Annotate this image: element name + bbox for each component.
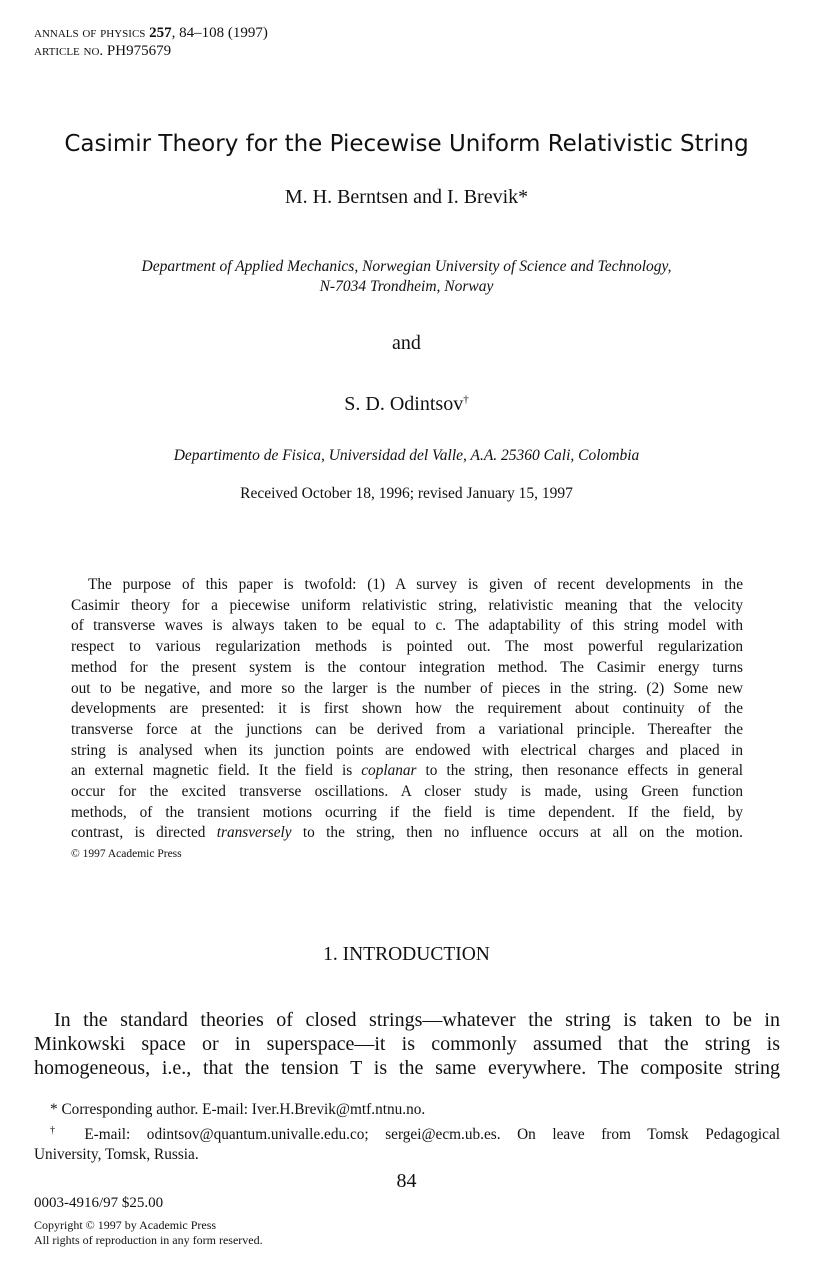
received-dates: Received October 18, 1996; revised January 15, 1997	[240, 485, 573, 502]
pages-year: , 84–108 (1997)	[171, 25, 268, 41]
rights-line: All rights of reproduction in any form reserved.	[34, 1233, 263, 1247]
abstract-line: transverse force at the junctions can be derived from a variational principle. Thereafter the	[71, 720, 743, 738]
section-heading: 1. INTRODUCTION	[323, 944, 490, 965]
affiliation-2: Departimento de Fisica, Universidad del Valle, A.A. 25360 Cali, Colombia	[173, 447, 640, 464]
author-name: S. D. Odintsov	[344, 393, 464, 415]
footer-copyright	[34, 1218, 263, 1248]
abstract-line: method for the present system is the contour integration method. The Casimir energy turns	[71, 658, 743, 676]
paper-title: Casimir Theory for the Piecewise Uniform Relativistic String	[64, 131, 749, 157]
article-number: PH975679	[106, 43, 172, 59]
issn-price: 0003-4916/97 $25.00	[34, 1195, 164, 1211]
abstract-line	[71, 761, 743, 782]
footnotes	[34, 1100, 780, 1166]
footnote-2-cont: University, Tomsk, Russia.	[34, 1146, 199, 1164]
abstract-line: occur for the excited transverse oscillations. A closer study is made, using Green function	[71, 783, 743, 801]
footnote-2	[34, 1121, 780, 1146]
body-line: homogeneous, i.e., that the tension T is the same everywhere. The composite string	[34, 1057, 780, 1079]
text: to the string, then no influence occurs at all on the motion.	[291, 824, 744, 842]
abstract-line: of transverse waves is always taken to be equal to c. The adaptability of this string model with	[71, 617, 743, 635]
emphasis: coplanar	[361, 762, 417, 780]
affiliation-1-line: Department of Applied Mechanics, Norwegian University of Science and Technology,	[141, 258, 672, 275]
journal-header	[34, 24, 268, 60]
affiliation-1	[0, 257, 813, 297]
abstract-line: Casimir theory for a piecewise uniform relativistic string, relativistic meaning that the velocity	[71, 596, 743, 614]
emphasis: transversely	[216, 824, 292, 842]
body-line: In the standard theories of closed strings—whatever the string is taken to be in	[54, 1009, 780, 1031]
text: E-mail: odintsov@quantum.univalle.edu.co; sergei@ecm.ub.es. On leave from Tomsk Pedagogical	[67, 1125, 781, 1143]
volume: 257	[149, 25, 172, 41]
text: an external magnetic field. It the field is	[71, 762, 362, 780]
copyright-line: Copyright © 1997 by Academic Press	[34, 1218, 217, 1232]
footnote-1: * Corresponding author. E-mail: Iver.H.Brevik@mtf.ntnu.no.	[50, 1101, 426, 1118]
text: contrast, is directed	[71, 824, 217, 842]
abstract	[71, 575, 743, 865]
authors-primary: M. H. Berntsen and I. Brevik*	[284, 186, 529, 208]
abstract-copyright: © 1997 Academic Press	[71, 848, 182, 861]
journal-name: annals of physics	[34, 25, 146, 41]
footnote-mark: †	[463, 393, 469, 406]
abstract-line: respect to various regularization methods is pointed out. The most powerful regularization	[71, 638, 743, 656]
abstract-line	[71, 823, 743, 844]
authors-secondary	[0, 393, 813, 416]
affiliation-1-line: N-7034 Trondheim, Norway	[319, 278, 494, 295]
footnote-mark: †	[50, 1124, 68, 1136]
and-separator: and	[392, 332, 421, 354]
abstract-line: The purpose of this paper is twofold: (1) A survey is given of recent developments in the	[88, 576, 743, 593]
abstract-line: string is analysed when its junction points are endowed with electrical charges and placed in	[71, 741, 743, 759]
introduction-body	[34, 1008, 780, 1080]
abstract-line: out to be negative, and more so the larger is the number of pieces in the string. (2) Some new	[71, 679, 743, 697]
text: to the string, then resonance effects in general	[416, 762, 743, 780]
abstract-line: methods, of the transient motions ocurring if the field is time dependent. If the field, by	[71, 803, 743, 821]
body-line: Minkowski space or in superspace—it is commonly assumed that the string is	[34, 1033, 780, 1055]
abstract-line: developments are presented: it is first shown how the requirement about continuity of the	[71, 700, 743, 718]
page-number: 84	[396, 1170, 417, 1192]
article-label: article no.	[34, 43, 104, 59]
